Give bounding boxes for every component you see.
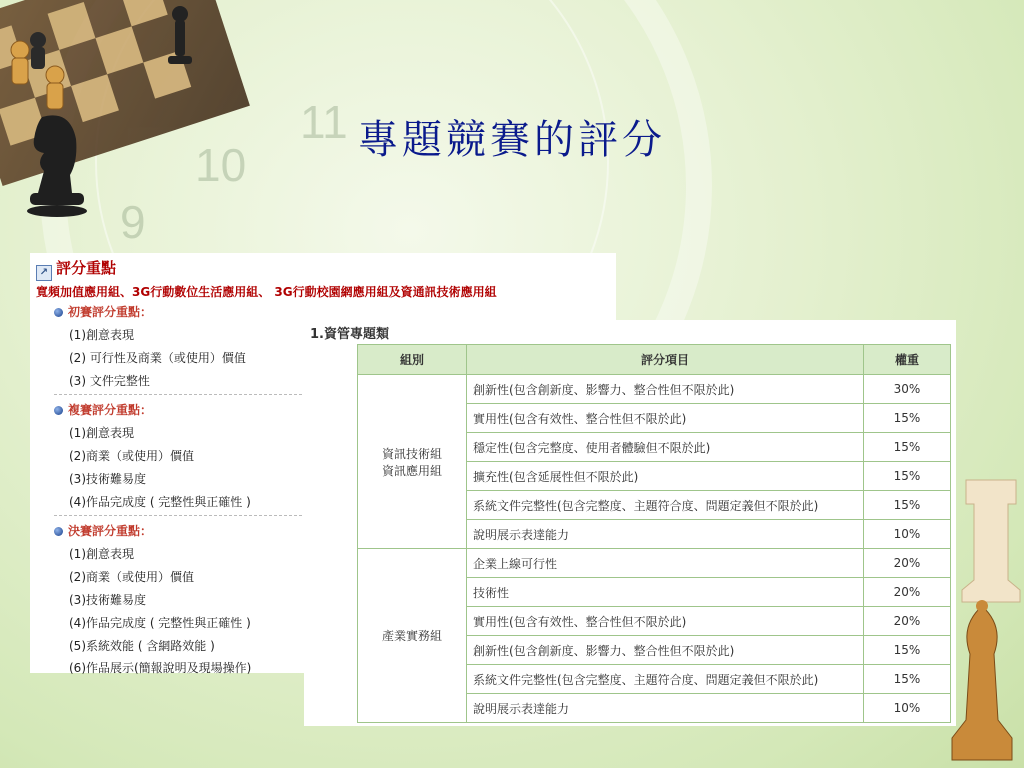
list-item: (2) 可行性及商業（或使用）價值 (69, 351, 246, 365)
item-cell: 實用性(包含有效性、整合性但不限於此) (467, 404, 864, 433)
list-item: (3)技術難易度 (69, 472, 146, 486)
weight-cell: 15% (864, 636, 951, 665)
item-cell: 系統文件完整性(包含完整度、主題符合度、問題定義但不限於此) (467, 491, 864, 520)
weight-cell: 30% (864, 375, 951, 404)
weight-cell: 10% (864, 520, 951, 549)
list-item: (2)商業（或使用）價值 (69, 570, 194, 584)
list-item: (1)創意表現 (69, 547, 134, 561)
divider (54, 515, 302, 516)
weight-cell: 15% (864, 433, 951, 462)
list-item: (1)創意表現 (69, 328, 134, 342)
bullet-icon (54, 527, 63, 536)
category-groups-text: 寬頻加值應用組、3G行動數位生活應用組、 3G行動校園網應用組及資通訊技術應用組 (36, 285, 497, 299)
weight-cell: 20% (864, 578, 951, 607)
weight-cell: 20% (864, 549, 951, 578)
chess-pawn-black-icon (160, 0, 200, 80)
item-cell: 說明展示表達能力 (467, 520, 864, 549)
preliminary-section-title-text: 初賽評分重點： (68, 305, 153, 319)
item-cell: 穩定性(包含完整度、使用者體驗但不限於此) (467, 433, 864, 462)
semifinal-section-title-text: 複賽評分重點： (68, 403, 153, 417)
group-cell-it (358, 375, 467, 549)
weight-cell: 15% (864, 491, 951, 520)
weight-cell: 10% (864, 694, 951, 723)
item-cell: 技術性 (467, 578, 864, 607)
table-title: 1.資管專題類 (310, 327, 389, 342)
header-group: 組別 (358, 345, 467, 375)
clock-number-11: 11 (300, 96, 348, 148)
preliminary-section-title (54, 303, 152, 320)
scoring-focus-heading-text: 評分重點 (56, 259, 117, 277)
item-cell: 擴充性(包含延展性但不限於此) (467, 462, 864, 491)
weight-cell: 15% (864, 665, 951, 694)
item-cell: 系統文件完整性(包含完整度、主題符合度、問題定義但不限於此) (467, 665, 864, 694)
item-cell: 創新性(包含創新度、影響力、整合性但不限於此) (467, 375, 864, 404)
clock-number-9: 9 (120, 196, 146, 248)
list-item: (1)創意表現 (69, 426, 134, 440)
chess-rook-ivory-icon (958, 470, 1024, 610)
list-item: (2)商業（或使用）價值 (69, 449, 194, 463)
list-item: (6)作品展示(簡報說明及現場操作) (69, 661, 252, 675)
group-name-line: 資訊應用組 (381, 463, 442, 478)
scoring-focus-heading (36, 257, 116, 281)
semifinal-section-title (54, 401, 152, 418)
weight-cell: 20% (864, 607, 951, 636)
scoring-table-panel (304, 320, 956, 726)
slide-title: 專題競賽的評分 (358, 117, 666, 163)
table-row (358, 375, 951, 404)
final-section-title-text: 決賽評分重點： (68, 524, 153, 538)
item-cell: 實用性(包含有效性、整合性但不限於此) (467, 607, 864, 636)
header-weight: 權重 (864, 345, 951, 375)
bullet-icon (54, 406, 63, 415)
divider (54, 394, 302, 395)
list-item: (3) 文件完整性 (69, 374, 150, 388)
weight-cell: 15% (864, 404, 951, 433)
scoring-table (357, 344, 951, 723)
list-item: (5)系統效能 ( 含網路效能 ) (69, 639, 215, 653)
item-cell: 創新性(包含創新度、影響力、整合性但不限於此) (467, 636, 864, 665)
header-item: 評分項目 (467, 345, 864, 375)
final-section-title (54, 522, 152, 539)
table-row (358, 549, 951, 578)
list-item: (4)作品完成度 ( 完整性與正確性 ) (69, 616, 251, 630)
list-item: (4)作品完成度 ( 完整性與正確性 ) (69, 495, 251, 509)
group-cell-industry (358, 549, 467, 723)
bullet-icon (54, 308, 63, 317)
clock-number-10: 10 (195, 139, 247, 191)
group-name-line: 資訊技術組 (381, 446, 442, 461)
table-header-row (358, 345, 951, 375)
section-arrow-icon: ↗ (36, 265, 52, 281)
list-item: (3)技術難易度 (69, 593, 146, 607)
weight-cell: 15% (864, 462, 951, 491)
item-cell: 企業上線可行性 (467, 549, 864, 578)
item-cell: 說明展示表達能力 (467, 694, 864, 723)
group-name-line: 產業實務組 (381, 629, 442, 643)
